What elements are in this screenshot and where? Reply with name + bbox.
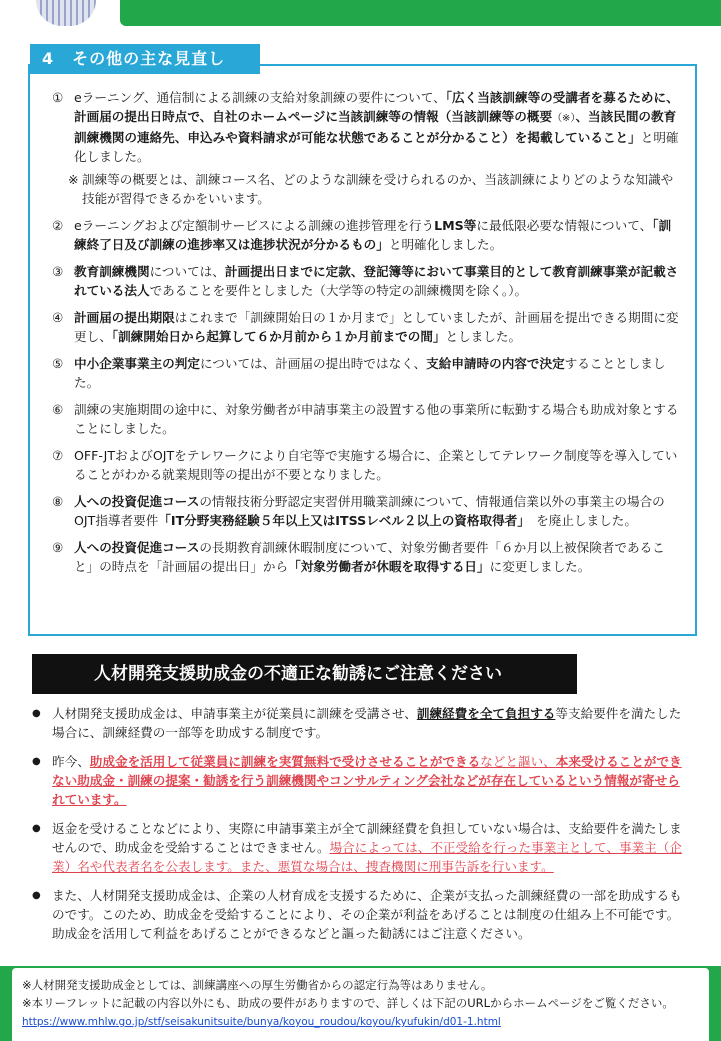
item-segment: の長期教育訓練休暇制度について、対象労働者要件「６か月以上被保険者であること」の時点を「計画届の提出日」から: [74, 540, 665, 574]
item-text: [74, 492, 682, 530]
item-segment: 中小企業事業主の判定: [74, 356, 200, 371]
footer-notes: [12, 968, 709, 1041]
item-segment: であることを要件としました（大学等の特定の訓練機関を除く。）。: [149, 283, 528, 298]
item-segment: 計画提出日までに定款、登記簿等において事業目的として教育訓練事業が記載されている法人: [74, 264, 679, 298]
item-segment: 「訓練終了日及び訓練の進捗率又は進捗状況が分かるもの」: [74, 218, 672, 252]
item-marker: ④: [52, 310, 64, 325]
item-segment: 支給申請時の内容で決定: [426, 356, 565, 371]
item-segment: の情報技術分野認定実習併用職業訓練について、情報通信業以外の事業主の場合のOJT指導者要件: [74, 494, 665, 528]
section-number: 4: [42, 49, 55, 68]
item-marker: ⑨: [52, 540, 64, 555]
warning-banner: [32, 654, 577, 694]
bullet-segment: 返金を受けることなどにより、実際に申請事業主が全て訓練経費を負担していない場合は、支給要件を満たしませんので、助成金を受給することはできません。: [52, 821, 682, 855]
revision-list: [52, 88, 682, 584]
section-title: [30, 44, 260, 74]
bullet-text: [52, 704, 682, 742]
item-segment: eラーニングおよび定額制サービスによる訓練の進捗管理を行う: [74, 218, 435, 233]
item-marker: ⑦: [52, 448, 64, 463]
bullet-dot-icon: ●: [32, 890, 41, 901]
item-segment: 「対象労働者が休暇を取得する日」: [288, 559, 490, 574]
item-marker: ⑧: [52, 494, 64, 509]
item-segment: としました。: [445, 329, 522, 344]
bullet-dot-icon: ●: [32, 823, 41, 834]
item-segment: 計画届の提出期限: [74, 310, 175, 325]
item-text: [74, 262, 682, 300]
item-marker: ③: [52, 264, 64, 279]
revision-item: [52, 400, 682, 438]
item-segment: はこれまで「訓練開始日の１か月まで」としていましたが、計画届を提出できる期間に変更し、: [74, 310, 679, 344]
item-segment: eラーニング、通信制による訓練の支給対象訓練の要件について、: [74, 90, 446, 105]
item-segment: （※）: [552, 113, 576, 124]
footnote-marker: ※: [68, 172, 79, 187]
warning-title: 人材開発支援助成金の不適正な勧誘にご注意ください: [94, 664, 502, 684]
bullet-segment: 人材開発支援助成金は、申請事業主が従業員に訓練を受講させ、: [52, 706, 417, 721]
item-segment: と明確化しました。: [74, 130, 679, 164]
item-segment: 教育訓練機関: [74, 264, 150, 279]
item-marker: ⑤: [52, 356, 64, 371]
bullet-text: [52, 752, 682, 809]
warning-bullet: [32, 886, 682, 943]
bullet-segment: 場合によっては、不正受給を行った事業主として、事業主（企業）名や代表者名を公表します。また、悪質な場合は、捜査機関に刑事告訴を行います。: [52, 840, 682, 874]
bullet-segment: 本来受けることができない助成金・訓練の提案・勧誘を行う訓練機関やコンサルティング会社などが存在しているという情報が寄せられています。: [52, 754, 682, 807]
bullet-segment: また、人材開発支援助成金は、企業の人材育成を支援するために、企業が支払った訓練経費の一部を助成するものです。このため、助成金を受給することにより、その企業が利益をあげることは制度の仕組み上不可能です。助成金を活用して利益をあげることができるなどと謳った勧誘にはご注意ください。: [52, 888, 682, 941]
revision-item: [52, 308, 682, 346]
item-segment: することとしました。: [74, 356, 666, 390]
item-segment: 人への投資促進コース: [74, 494, 200, 509]
item-text: [74, 308, 682, 346]
item-text: [74, 216, 682, 254]
item-segment: 「訓練開始日から起算して６か月前から１か月前までの間」: [111, 329, 446, 344]
revision-item: [52, 492, 682, 530]
revision-item: [52, 88, 682, 166]
item-segment: を廃止しました。: [523, 513, 637, 528]
warning-bullet: [32, 819, 682, 876]
item-text: [74, 446, 682, 484]
footer-note-2-text: ※本リーフレットに記載の内容以外にも、助成の要件がありますので、詳しくは下記のURLからホームページをご覧ください。: [22, 996, 674, 1010]
item-segment: 、当該民間の教育訓練機関の連絡先、申込みや資料請求が可能な状態であることが分かること）を掲載していること」: [74, 109, 677, 145]
bullet-dot-icon: ●: [32, 708, 41, 719]
item-marker: ②: [52, 218, 64, 233]
bullet-dot-icon: ●: [32, 756, 41, 767]
item-text: [74, 538, 682, 576]
revision-item: [52, 446, 682, 484]
item-marker: ①: [52, 90, 64, 105]
footnote-text: 訓練等の概要とは、訓練コース名、どのような訓練を受けられるのか、当該訓練によりどのような知識や技能が習得できるかをいいます。: [82, 172, 674, 206]
revision-item: [52, 262, 682, 300]
bullet-text: [52, 886, 682, 943]
bullet-text: [52, 819, 682, 876]
item-segment: OFF-JTおよびOJTをテレワークにより自宅等で実施する場合に、企業としてテレワーク制度等を導入していることがわかる就業規則等の提出が不要となりました。: [74, 448, 678, 482]
item-text: [74, 354, 682, 392]
bullet-segment: 訓練経費を全て負担する: [416, 706, 556, 721]
item-segment: に変更しました。: [489, 559, 591, 574]
section-title-text: その他の主な見直し: [72, 49, 226, 68]
revision-item: [52, 354, 682, 392]
item-segment: 人への投資促進コース: [74, 540, 200, 555]
footer-note-2: [22, 994, 701, 1031]
item-text: [74, 88, 682, 166]
item-segment: に最低限必要な情報について、: [476, 218, 653, 233]
item-marker: ⑥: [52, 402, 64, 417]
item-text: [74, 400, 682, 438]
footer-note-1: ※人材開発支援助成金としては、訓練講座への厚生労働省からの認定行為等はありません。: [22, 978, 493, 992]
revision-item: [52, 216, 682, 254]
item-segment: 訓練の実施期間の途中に、対象労働者が申請事業主の設置する他の事業所に転勤する場合も助成対象とすることにしました。: [74, 402, 679, 436]
item-segment: LMS等: [434, 218, 477, 233]
bullet-segment: 昨今、: [52, 754, 90, 769]
bullet-segment: などと謳い、: [480, 754, 556, 769]
item-segment: 「広く当該訓練等の受講者を募るために、計画届の提出日時点で、自社のホームページに当該訓練等の情報（当該訓練等の概要: [74, 90, 679, 124]
header-green-band: [120, 0, 721, 26]
item-segment: 「IT分野実務経験５年以上又はITSSレベル２以上の資格取得者」: [158, 513, 524, 528]
item-segment: については、: [149, 264, 225, 279]
footer-url-link[interactable]: https://www.mhlw.go.jp/stf/seisakunitsuite/bunya/koyou_roudou/koyou/kyufukin/d01-1.html: [22, 1016, 501, 1028]
bullet-segment: 等支給要件を満たした場合に、訓練経費の一部等を助成する制度です。: [52, 706, 682, 740]
revision-item: [52, 538, 682, 576]
warning-bullets: [32, 704, 682, 953]
item-segment: と明確化しました。: [388, 237, 503, 252]
item-segment: については、計画届の提出時ではなく、: [199, 356, 427, 371]
top-bar: [0, 0, 721, 26]
warning-bullet: [32, 704, 682, 742]
footnote: [68, 170, 682, 208]
decorative-stripes: [36, 0, 96, 26]
bullet-segment: 助成金を活用して従業員に訓練を実質無料で受けさせることができる: [89, 754, 481, 769]
warning-bullet: [32, 752, 682, 809]
